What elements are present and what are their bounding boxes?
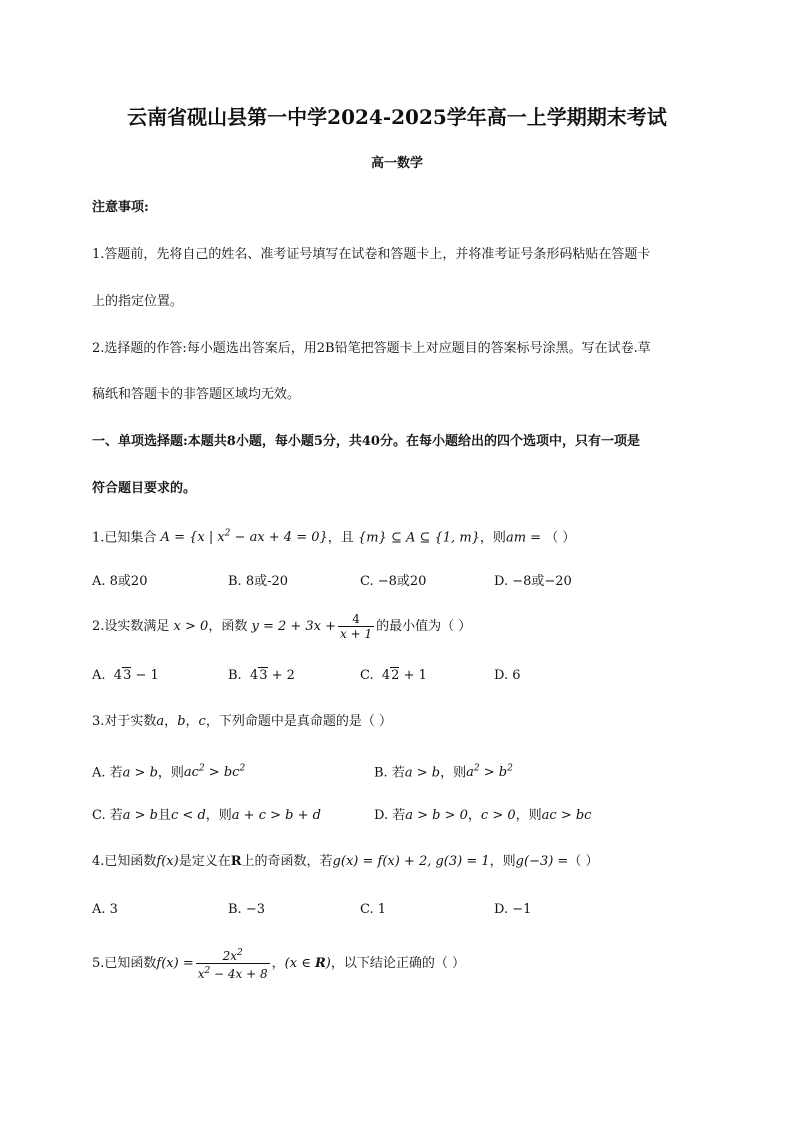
q2-end: 的最小值为（ ） xyxy=(376,619,472,634)
q3-option-d: D. 若a > b > 0，c > 0，则ac > bc xyxy=(374,808,592,823)
q1-option-d: D. −8或−20 xyxy=(494,574,572,589)
q1-tail: （ ） xyxy=(545,530,576,546)
q5-end: ，以下结论正确的（ ） xyxy=(330,956,465,971)
question-1-stem xyxy=(92,525,575,547)
q2-fraction: $\frac{4}{x + 1}$ xyxy=(340,612,373,641)
notice-item-1-line-2: 上的指定位置。 xyxy=(92,294,184,309)
q2-mid: ，函数 xyxy=(208,619,248,634)
notice-item-1-line-1: 1.答题前，先将自己的姓名、准考证号填写在试卷和答题卡上，并将准考证号条形码粘贴在答题卡 xyxy=(92,247,651,262)
q4-end: ，则 xyxy=(489,854,516,869)
q4-option-a: A. 3 xyxy=(92,902,118,917)
q4-option-c: C. 1 xyxy=(360,902,387,917)
q1-end: ，则 xyxy=(479,530,506,546)
q2-option-c: C. 42 + 1 xyxy=(360,668,427,683)
section-heading-line-1: 一、单项选择题:本题共8小题，每小题5分，共40分。在每小题给出的四个选项中，只有一项是 xyxy=(92,434,640,449)
exam-subject: 高一数学 xyxy=(370,156,423,171)
q2-prefix: 2.设实数满足 xyxy=(92,619,170,634)
q1-set-expression: A = {x | $x^2$ − ax + 4 = 0} xyxy=(160,529,328,546)
q2-function: y = 2 + 3x + xyxy=(251,619,337,634)
q5-prefix: 5.已知函数 xyxy=(92,956,157,971)
q2-condition: x > 0 xyxy=(173,619,209,634)
q1-option-c: C. −8或20 xyxy=(360,574,427,589)
q3-option-c: C. 若a > b且c < d，则a + c > b + d xyxy=(92,808,321,823)
q4-mid: 是定义在 xyxy=(178,854,231,869)
q2-option-d: D. 6 xyxy=(494,668,521,683)
section-heading-line-2: 符合题目要求的。 xyxy=(92,481,197,496)
q1-mid: ，且 xyxy=(327,530,354,546)
q5-fraction: $\frac{2x^2}{x^2 - 4x + 8}$ xyxy=(197,948,268,981)
exam-title: 云南省砚山县第一中学2024-2025学年高一上学期期末考试 xyxy=(127,105,667,129)
q1-option-a: A. 8或20 xyxy=(92,574,148,589)
q4-prefix: 4.已知函数 xyxy=(92,854,157,869)
q4-mid2: 上的奇函数，若 xyxy=(241,854,333,869)
q1-option-b: B. 8或-20 xyxy=(228,574,289,589)
question-3-stem: 3.对于实数a，b，c，下列命题中是真命题的是（ ） xyxy=(92,714,392,729)
q1-am: am = xyxy=(505,530,542,546)
q3-option-b: B. 若a > b，则$a^2 > b^2$ xyxy=(374,764,513,781)
q2-option-b: B. 43 + 2 xyxy=(228,668,295,683)
q1-prefix: 1.已知集合 xyxy=(92,530,157,546)
notice-heading: 注意事项: xyxy=(92,200,149,215)
question-2-stem xyxy=(92,612,471,642)
notice-item-2-line-2: 稿纸和答题卡的非答题区域均无效。 xyxy=(92,387,301,402)
notice-item-2-line-1: 2.选择题的作答:每小题选出答案后，用2B铅笔把答题卡上对应题目的答案标号涂黑。写在试卷.草 xyxy=(92,341,651,356)
question-4-stem: 4.已知函数f(x)是定义在R上的奇函数，若g(x) = f(x) + 2, g(3) = 1，则g(−3) =（ ） xyxy=(92,854,599,869)
q1-subset-expression: {m} ⊆ A ⊆ {1, m} xyxy=(357,530,480,546)
question-5-stem: 5.已知函数f(x) = $\frac{2x^2}{x^2 - 4x + 8}$ ，(x ∈ R)，以下结论正确的（ ） xyxy=(92,948,465,981)
q2-option-a: A. 43 − 1 xyxy=(92,668,159,683)
q4-option-b: B. −3 xyxy=(228,902,265,917)
q3-option-a: A. 若a > b，则$ac^2 > bc^2$ xyxy=(92,764,246,781)
q4-option-d: D. −1 xyxy=(494,902,532,917)
q3-end: ，下列命题中是真命题的是（ ） xyxy=(205,714,392,729)
q4-tail: （ ） xyxy=(568,854,599,869)
q3-prefix: 3.对于实数 xyxy=(92,714,157,729)
